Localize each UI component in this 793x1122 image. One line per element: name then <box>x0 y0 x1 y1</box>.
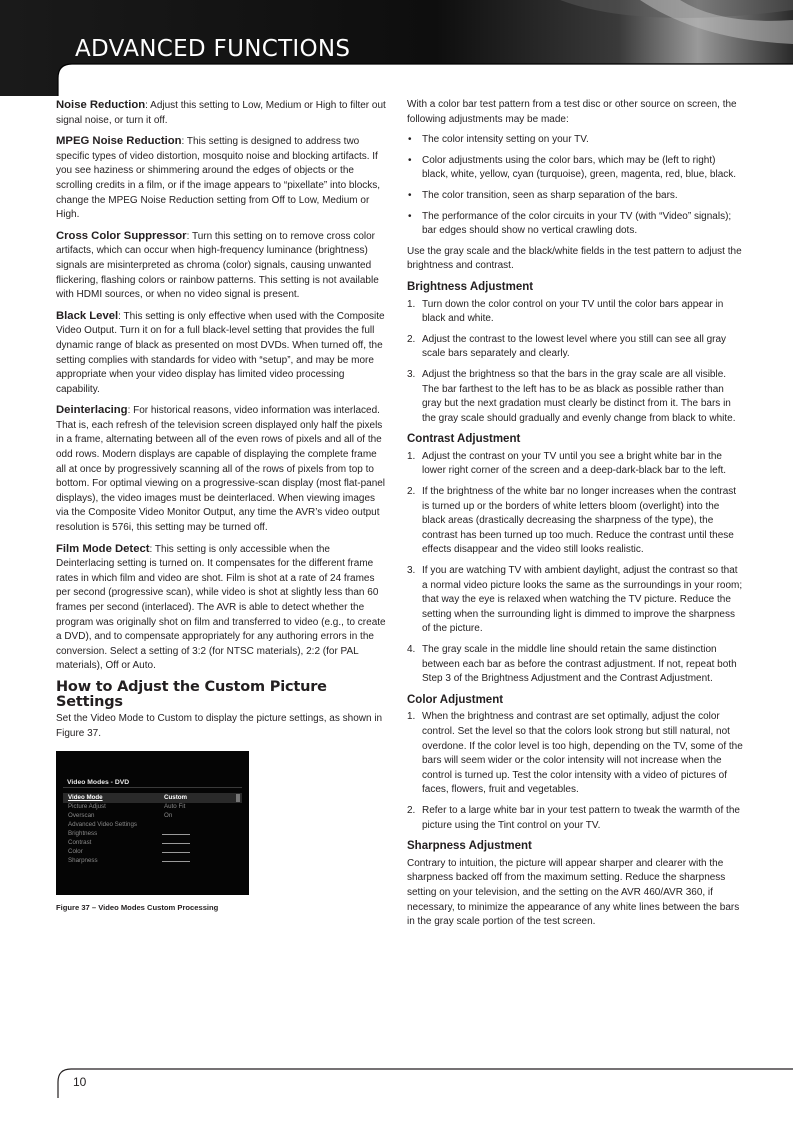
header-banner <box>0 0 793 96</box>
menu-label: Contrast <box>68 839 92 847</box>
step-text: Adjust the contrast on your TV until you see a bright white bar in the lower right corner of the screen and a deep-dark-black bar to the left. <box>422 450 727 477</box>
paragraph-text: : Adjust this setting to Low, Medium or High to filter out signal noise, or turn it off. <box>56 100 386 126</box>
menu-label: Overscan <box>68 812 95 820</box>
color-heading: Color Adjustment <box>407 693 504 706</box>
section-heading: How to Adjust the Custom Picture Settings <box>56 678 327 710</box>
step-text: Turn down the color control on your TV until the color bars appear in black and white. <box>422 298 724 325</box>
contrast-heading: Contrast Adjustment <box>407 433 521 446</box>
custom-settings-paragraph: Set the Video Mode to Custom to display the picture settings, as shown in Figure 37. <box>56 713 383 739</box>
cross-color-suppressor-paragraph <box>56 229 388 303</box>
term-label: Film Mode Detect <box>56 542 150 555</box>
figure-caption: Figure 37 – Video Modes Custom Processing <box>56 903 219 913</box>
list-item: 3. If you are watching TV with ambient daylight, adjust the contrast so that a normal video picture looks the same as the surroundings in your room; that way the eye is relaxed when watching the TV picture. Reduce the setting when the surrounding light is dimmed to improve the sharpness of the picture. <box>407 565 743 635</box>
list-item: 1. When the brightness and contrast are set optimally, adjust the color control. Set the level so that the colors look strong but still natural, not overdone. If the color level is too high, depending on the TV, some of the bars will seem wider or the color intensity will not increase when the control is turned up. Test the color intensity with a video of pictures of faces, flowers, fruit and vegetables. <box>407 711 743 796</box>
list-item: • The color transition, seen as sharp separation of the bars. <box>407 189 743 204</box>
gray-scale-paragraph: Use the gray scale and the black/white fields in the test pattern to adjust the brightness and contrast. <box>407 245 742 272</box>
paragraph-text: : For historical reasons, video information was interlaced. That is, each refresh of the television screen displayed only half the pixels in a frame, alternating between all of the even rows of pixels and all of the odd rows. Modern displays are capable of displaying the complete frame all at once by progressively scanning all of the rows of pixels from top to bottom. For optimal viewing on a progressive-scan display (most flat-panel displays), the video images must be deinterlaced. When viewing images via the Composite Video Monitor Output, any time the AVR’s video output resolution is 576i, this setting may be turned off. <box>56 405 386 534</box>
term-label: Cross Color Suppressor <box>56 229 187 242</box>
list-item: 1. Turn down the color control on your TV until the color bars appear in black and white. <box>407 298 724 325</box>
adjustments-list <box>407 133 743 239</box>
step-text: Refer to a large white bar in your test pattern to tweak the warmth of the picture using the Tint control on your TV. <box>422 804 740 831</box>
sharpness-heading: Sharpness Adjustment <box>407 840 532 853</box>
color-steps <box>407 710 743 833</box>
intro-paragraph: With a color bar test pattern from a test disc or other source on screen, the following adjustments may be made: <box>407 99 737 125</box>
menu-value: Auto Fit <box>164 803 186 811</box>
list-item: 3. Adjust the brightness so that the bars in the gray scale are all visible. The bar farthest to the left has to be as black as possible rather than gray but the next gradation must clearly be distinct from it. The bars in the gray scale should gradually and evenly change from black to white. <box>407 368 736 424</box>
contrast-steps <box>407 450 743 687</box>
step-text: If you are watching TV with ambient daylight, adjust the contrast so that a normal video picture looks the same as the surroundings in your room; that way the eye is relaxed when watching the TV picture. Reduce the setting when the surrounding light is dimmed to improve the sharpness of the picture. <box>422 565 743 635</box>
page-footer <box>57 1068 793 1098</box>
menu-value: On <box>164 812 173 820</box>
paragraph-text: : This setting is only effective when used with the Composite Video Output. Turn it on for a full black-level setting that provides the full dynamic range of black as presented on most DVDs. When turned off, the setting complies with standards for video with “setup”, and may be more appropriate when your video display has limited video processing capability. <box>56 310 385 395</box>
paragraph-text: : This setting is only accessible when the Deinterlacing setting is turned on. It compensates for the different frame rates in which film and video are shot. Film is shot at a rate of 24 frames per second (progressive scan), while video is shot at slightly less than 60 frames per second (interlaced). The AVR is able to detect whether the program was originally shot on film and transferred to video (e.g., to create a DVD), and to compensate appropriately for any authoring errors in the conversion. Select a setting of 3:2 (for NTSC materials), 2:2 (for PAL materials), Off or Auto. <box>56 543 386 672</box>
paragraph-text: : This setting is designed to address two specific types of video distortion, mosquito noise and blocking artifacts. If you see haziness or shimmering around the edges of objects or the scrolling credits in a film, or if the image appears to “pixellate” into blocks, change the MPEG Noise Reduction setting from Off to Low, Medium or High. <box>56 136 381 221</box>
menu-label: Picture Adjust <box>68 803 106 811</box>
list-item: • The color intensity setting on your TV. <box>407 133 743 148</box>
term-label: MPEG Noise Reduction <box>56 135 182 148</box>
brightness-heading: Brightness Adjustment <box>407 280 534 293</box>
list-item: 2. Adjust the contrast to the lowest level where you still can see all gray scale bars separately and clearly. <box>407 333 727 360</box>
noise-reduction-paragraph <box>56 98 388 128</box>
page-title: ADVANCED FUNCTIONS <box>75 36 351 62</box>
slider-bar <box>162 834 190 835</box>
slider-bar <box>162 852 190 853</box>
list-item: 4. The gray scale in the middle line should retain the same distinction between each bar as before the contrast adjustment. If not, repeat both Step 3 of the Brightness Adjustment and the Contrast Adjustment. <box>407 644 737 685</box>
list-item: 2. If the brightness of the white bar no longer increases when the contrast is turned up or the borders of white letters bloom (overlight) into the black areas (drastically decreasing the sharpness of the type), the contrast has been turned up too much. Reduce the contrast until these effects disappear and the video still looks realistic. <box>407 486 737 556</box>
footer-frame <box>57 1068 793 1098</box>
menu-label: Advanced Video Settings <box>68 821 138 829</box>
list-item: 2. Refer to a large white bar in your test pattern to tweak the warmth of the picture using the Tint control on your TV. <box>407 804 740 831</box>
mpeg-noise-reduction-paragraph <box>56 134 388 223</box>
sharpness-paragraph: Contrary to intuition, the picture will appear sharper and clearer with the sharpness backed off from the maximum setting. Reduce the sharpness setting on your television, and the setting on the AVR 460/AVR 360, if necessary, to minimize the appearance of any white lines between the bars in the gray scale portion of the test screen. <box>407 857 740 928</box>
step-text: Adjust the brightness so that the bars in the gray scale are all visible. The bar farthest to the left has to be as black as possible rather than gray but the next gradation must clearly be distinct from it. The bars in the gray scale should gradually and evenly change from black to white. <box>422 368 736 424</box>
screen-title: Video Modes - DVD <box>67 779 130 787</box>
scroll-indicator <box>236 794 240 802</box>
step-text: The gray scale in the middle line should retain the same distinction between each bar as before the contrast adjustment. If not, repeat both Step 3 of the Brightness Adjustment and the Contrast Adjustment. <box>422 644 737 685</box>
list-item: • The performance of the color circuits in your TV (with “Video” signals); bar edges should show no vertical crawling dots. <box>407 210 743 239</box>
menu-value: Custom <box>164 794 188 802</box>
menu-label: Brightness <box>68 830 98 838</box>
term-label: Noise Reduction <box>56 99 146 111</box>
page-number: 10 <box>73 1075 87 1089</box>
paragraph-text: : Turn this setting on to remove cross color artifacts, which can occur when high-frequency luminance (brightness) signals are misinterpreted as chroma (color) signals, causing unwanted flickering, flashing colors or rainbow patterns. This setting is not available with HDMI sources, or when no video signal is present. <box>56 230 379 301</box>
film-mode-detect-paragraph <box>56 542 388 674</box>
term-label: Deinterlacing <box>56 404 128 417</box>
slider-bar <box>162 843 190 844</box>
term-label: Black Level <box>56 309 119 322</box>
menu-label: Video Mode <box>68 794 103 802</box>
step-text: When the brightness and contrast are set optimally, adjust the color control. Set the level so that the colors look strong but still natural, not overdone. If the color level is too high, depending on the TV, some of the bars will seem wider or the color intensity will not increase when the control is turned up. Test the color intensity with a video of pictures of faces, flowers, fruit and vegetables. <box>422 711 743 796</box>
menu-label: Sharpness <box>68 857 98 865</box>
left-column <box>56 98 388 916</box>
list-item: 1. Adjust the contrast on your TV until you see a bright white bar in the lower right corner of the screen and a deep-dark-black bar to the left. <box>407 450 727 477</box>
step-text: Adjust the contrast to the lowest level where you still can see all gray scale bars separately and clearly. <box>422 333 727 360</box>
step-text: If the brightness of the white bar no longer increases when the contrast is turned up or the borders of white letters bloom (overlight) into the black areas (drastically decreasing the sharpness of the type), the contrast has been turned up too much. Reduce the contrast until these effects disappear and the video still looks realistic. <box>422 486 737 556</box>
brightness-steps <box>407 298 743 427</box>
right-column <box>407 98 743 936</box>
list-item: • Color adjustments using the color bars, which may be (left to right) black, white, yellow, cyan (turquoise), green, magenta, red, blue, black. <box>407 154 743 183</box>
menu-label: Color <box>68 848 83 856</box>
black-level-paragraph <box>56 309 388 398</box>
video-modes-screenshot <box>56 751 249 895</box>
slider-bar <box>162 861 190 862</box>
deinterlacing-paragraph <box>56 403 388 535</box>
